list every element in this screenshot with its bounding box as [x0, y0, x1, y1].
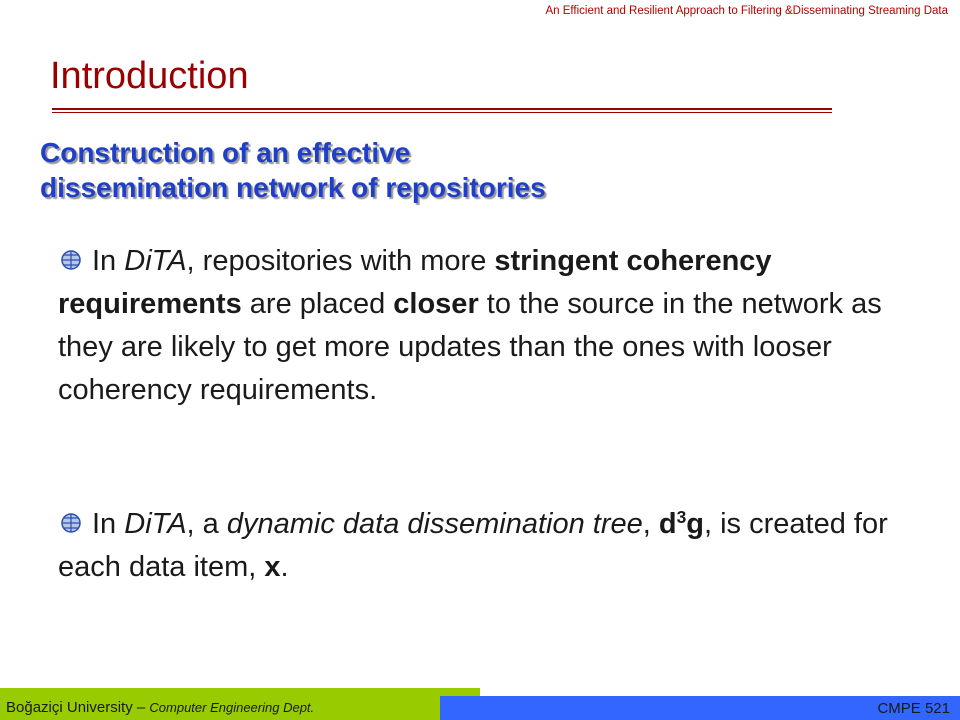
slide-title: Introduction — [50, 55, 249, 97]
footer-institution — [6, 699, 314, 716]
bullet-2-g: g — [686, 508, 704, 540]
title-underline — [52, 108, 832, 110]
bullet-2-text-a: In — [92, 508, 125, 540]
bullet-1-text-c: are placed — [241, 288, 394, 320]
bullet-1-dita: DiTA — [124, 245, 187, 277]
title-underline-thin — [52, 112, 832, 113]
footer-department: Computer Engineering Dept. — [149, 700, 315, 715]
presentation-header-title: An Efficient and Resilient Approach to Filtering &Disseminating Streaming Data — [545, 5, 948, 17]
footer-university: Boğaziçi University – — [6, 699, 150, 716]
subtitle-line-2: dissemination network of repositories — [40, 172, 546, 203]
subtitle-line-1: Construction of an effective — [40, 137, 411, 168]
bullet-2-dita: DiTA — [124, 508, 187, 540]
bullet-2-d: d — [658, 508, 677, 540]
bullet-2-superscript: 3 — [676, 507, 687, 527]
footer-green-strip — [0, 688, 480, 696]
bullet-2-x: x — [264, 551, 281, 583]
bullet-2-text-c: , — [642, 508, 659, 540]
bullet-2-text-b: , a — [186, 508, 227, 540]
bullet-1-text-a: In — [92, 245, 125, 277]
slide-subtitle — [40, 135, 546, 205]
bullet-point-2 — [58, 503, 888, 589]
bullet-2-period: . — [280, 551, 289, 583]
bullet-2-dynamic-tree: dynamic data dissemination tree — [226, 508, 643, 540]
globe-bullet-icon — [60, 512, 82, 534]
bullet-2-text-d: , is created for each data item, — [58, 508, 888, 583]
bullet-point-1 — [58, 240, 888, 412]
bullet-1-stringent: stringent coherency requirements — [58, 245, 772, 320]
bullet-1-closer: closer — [393, 288, 479, 320]
globe-bullet-icon — [60, 249, 82, 271]
footer-course-code: CMPE 521 — [877, 700, 950, 717]
bullet-1-text-b: , repositories with more — [186, 245, 495, 277]
bullet-1-text-d: to the source in the network as they are likely to get more updates than the ones with looser coherency requirements. — [58, 288, 882, 406]
